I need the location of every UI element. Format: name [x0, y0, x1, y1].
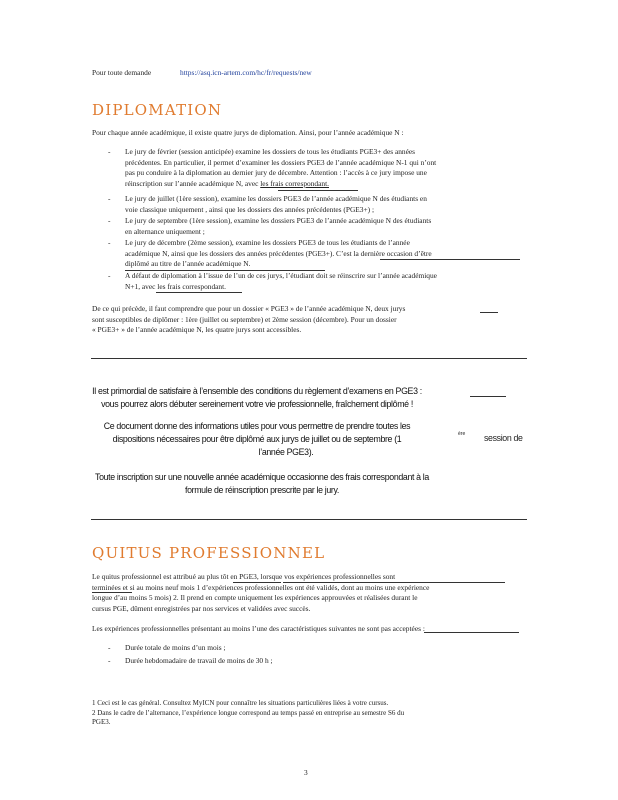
- bullet-line: N+1, avec les frais correspondant.: [125, 281, 227, 291]
- bullet-line: Le jury de décembre (2ème session), examine les dossiers PGE3 de tous les étudiants de l’année: [125, 238, 410, 247]
- bullet-dash: -: [108, 147, 111, 156]
- notice-document-info: [92, 420, 422, 445]
- underline-rule: [278, 190, 358, 191]
- bullet-line: diplômé au titre de l’année académique N.: [125, 259, 251, 269]
- underline-rule: [380, 259, 520, 260]
- quitus-line: terminées et si au moins neuf mois 1 d’expériences professionnelles ont été validés, dont au moins une expérience: [92, 582, 430, 592]
- underline-rule: [283, 582, 505, 583]
- bullet-dash: -: [108, 271, 111, 280]
- diplomation-heading: DIPLOMATION: [92, 101, 223, 119]
- conclusion-line: De ce qui précède, il faut comprendre que pour un dossier « PGE3 » de l’année académique N, deux jurys: [92, 304, 406, 313]
- conclusion-line: « PGE3+ » de l’année académique N, les quatre jurys sont accessibles.: [92, 325, 302, 335]
- footnote: 2 Dans le cadre de l’alternance, l’expérience longue correspond au temps passé en entreprise au semestre S6 du: [92, 708, 405, 717]
- bullet-dash: -: [108, 216, 111, 225]
- notice-box-bottom-border: [91, 519, 527, 520]
- bullet-jury-decembre: [125, 238, 520, 270]
- bullet-line: Le jury de septembre (1ère session), examine les dossiers PGE3 de l’année académique N des étudiants: [125, 216, 432, 225]
- bullet-line: A défaut de diplomation à l’issue de l’un de ces jurys, l’étudiant doit se réinscrire sur l’année académique: [125, 271, 437, 280]
- diplomation-conclusion: [92, 304, 532, 336]
- quitus-line: longue d’au moins 5 mois) 2. Il prend en compte uniquement les expériences approuvées et réalisées durant le: [92, 593, 418, 603]
- bullet-line: précédentes. En particulier, il permet d’examiner les dossiers PGE3 de l’année académique N-1 qui n’ont: [125, 157, 437, 167]
- notice-session: session de: [484, 433, 523, 443]
- fees-link-text: les frais correspondant.: [260, 178, 329, 188]
- footnotes: [92, 699, 532, 728]
- quitus-bullet: Durée hebdomadaire de travail de moins de 30 h ;: [125, 656, 273, 665]
- notice-reinscription: [92, 471, 432, 496]
- notice-line: vous pourrez alors débuter sereinement votre vie professionnelle, fraîchement diplômé !: [101, 398, 413, 409]
- notice-box-top-border: [91, 358, 527, 359]
- bullet-line: Le jury de février (session anticipée) examine les dossiers de tous les étudiants PGE3+ des années: [125, 147, 416, 156]
- notice-line: dispositions nécessaires pour être diplômé aux jurys de juillet ou de septembre (1: [112, 433, 402, 444]
- bullet-jury-juillet: [125, 194, 520, 215]
- underline-rule: [470, 396, 506, 397]
- bullet-reinscription: [125, 271, 520, 292]
- contact-label: Pour toute demande: [92, 68, 152, 77]
- quitus-heading: QUITUS PROFESSIONNEL: [92, 544, 326, 562]
- bullet-line: pas pu conduire à la diplomation au dernier jury de décembre. Attention : l’accès à ce jury impose une: [125, 168, 427, 178]
- bullet-jury-septembre: [125, 216, 520, 237]
- underline-rule: [480, 312, 498, 313]
- conclusion-line: sont susceptibles de diplômer : 1ère (juillet ou septembre) et 2ème session (décembre). Pour un dossier: [92, 314, 397, 324]
- quitus-line: Le quitus professionnel est attribué au plus tôt en PGE3, lorsque vos expériences professionnelles sont: [92, 572, 396, 581]
- underline-rule: [424, 632, 519, 633]
- underline-rule: [156, 292, 242, 293]
- bullet-dash: -: [108, 194, 111, 203]
- bullet-text: réinscription sur l’année académique N, avec: [125, 178, 261, 188]
- quitus-criteria-intro: Les expériences professionnelles présentant au moins l’une des caractéristiques suivantes ne sont pas acceptées :: [92, 624, 425, 633]
- underline-rule: [92, 592, 132, 593]
- notice-line: Il est primordial de satisfaire à l’ensemble des conditions du règlement d’examens en PGE3 :: [92, 386, 422, 396]
- diplomation-intro: Pour chaque année académique, il existe quatre jurys de diplomation. Ainsi, pour l’année académique N :: [92, 128, 404, 137]
- bullet-dash: -: [108, 656, 111, 665]
- notice-line: formule de réinscription prescrite par le jury.: [184, 484, 340, 495]
- bullet-jury-fevrier: [125, 147, 520, 189]
- bullet-line: académique N, ainsi que les dossiers des années précédentes (PGE3+). C’est la dernière occasion d’être: [125, 248, 432, 258]
- bullet-line: en alternance uniquement ;: [125, 226, 205, 236]
- underline-rule: [233, 582, 281, 583]
- footnote: 1 Ceci est le cas général. Consultez MyICN pour connaître les situations particulières liées à votre cursus.: [92, 699, 389, 707]
- quitus-paragraph: [92, 572, 532, 614]
- bullet-line: [125, 179, 520, 190]
- quitus-bullet: Durée totale de moins d’un mois ;: [125, 643, 226, 652]
- page-number: 3: [304, 768, 308, 777]
- notice-superscript: ère: [458, 431, 466, 437]
- notice-line: Ce document donne des informations utiles pour vous permettre de prendre toutes les: [103, 421, 411, 431]
- bullet-dash: -: [108, 643, 111, 652]
- notice-line: Toute inscription sur une nouvelle année académique occasionne des frais correspondant à la: [95, 472, 429, 482]
- bullet-line: Le jury de juillet (1ère session), examine les dossiers PGE3 de l’année académique N des étudiants en: [125, 194, 427, 203]
- quitus-line: cursus PGE, dûment enregistrées par nos services et validées avec succès.: [92, 603, 311, 613]
- bullet-line: voie classique uniquement , ainsi que les dossiers des années précédentes (PGE3+) ;: [125, 204, 375, 214]
- support-link[interactable]: https://asq.icn-artem.com/hc/fr/requests/new: [180, 68, 312, 77]
- notice-primordial: [92, 385, 422, 410]
- footnote: PGE3.: [92, 718, 111, 726]
- notice-year: l’année PGE3).: [258, 447, 314, 457]
- bullet-dash: -: [108, 238, 111, 247]
